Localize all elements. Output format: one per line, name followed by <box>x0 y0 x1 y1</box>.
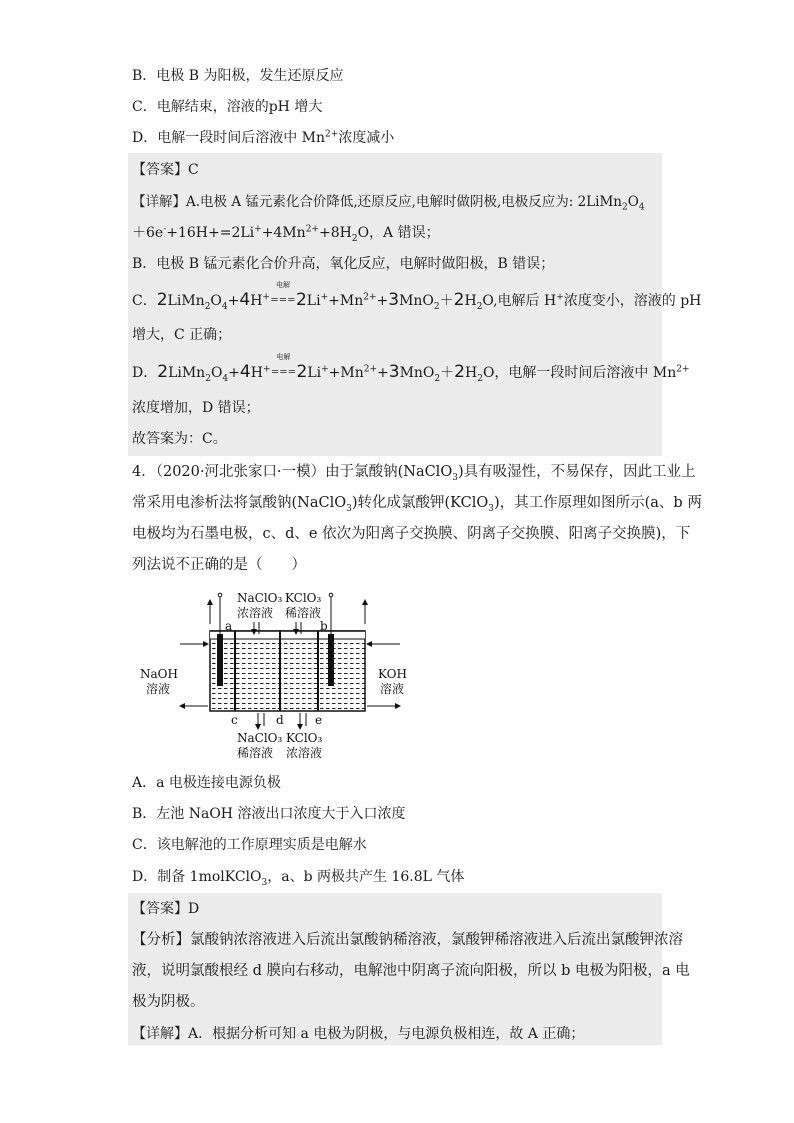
q3-detail-a-cont: $+6e^-+16H+=2Li^++4Mn^{2+}+8H_2O$，A 错误； <box>132 224 440 244</box>
q3-answer: 【答案】C <box>132 162 199 178</box>
terminal-b <box>329 593 333 597</box>
electrolysis-sign: 电解 === <box>270 353 297 378</box>
electrodialysis-diagram <box>140 586 410 766</box>
electrolysis-sign: 电解 === <box>270 281 296 306</box>
membrane-d-label: d <box>276 713 284 727</box>
terminal-a <box>218 593 222 597</box>
q3-conclusion: 故答案为：C。 <box>132 431 227 447</box>
q3-detail-c: C．$2LiMn_2O_4+4H^+$ 电解 $===2Li^++Mn^{2+}+3MnO_2+2H_2O$,电解后 H+浓度变小，溶液的 pH <box>132 281 702 312</box>
membrane-c-label: c <box>231 713 238 727</box>
q4-stem-line-2: 常采用电渗析法将氯酸钠(NaClO$_3$)转化成氯酸钾(KClO$_3$)，其工作原理如图所示(a、b 两 <box>132 495 702 514</box>
right-label-1: KOH <box>378 667 407 681</box>
q3-option-b: B．电极 B 为阳极，发生还原反应 <box>132 68 344 84</box>
q4-stem-line-1: 4．（2020·河北张家口·一模）由于氯酸钠(NaClO$_3$)具有吸湿性，不易保存，因此工业上 <box>132 464 696 483</box>
electrolyte-tank <box>210 631 365 711</box>
bottom-left-label-2: 稀溶液 <box>237 746 274 760</box>
q4-stem-line-3: 电极均为石墨电极，c、d、e 依次为阳离子交换膜、阴离子交换膜、阳离子交换膜)，下 <box>132 526 691 542</box>
q4-detail-line-1: 【详解】A．根据分析可知 a 电极为阴极，与电源负极相连，故 A 正确； <box>132 1026 585 1042</box>
q4-analysis-line-3: 极为阴极。 <box>132 994 205 1010</box>
q3-option-d: D．电解一段时间后溶液中 $Mn^{2+}$浓度减小 <box>132 129 395 146</box>
electrode-a-label: a <box>225 619 233 633</box>
q4-answer: 【答案】D <box>132 901 200 917</box>
q3-detail-a: 【详解】A.电极 A 锰元素化合价降低,还原反应,电解时做阴极,电极反应为: $2LiMn_2O_4$ <box>132 194 645 213</box>
left-label-2: 溶液 <box>146 682 171 696</box>
bottom-right-label-1: KClO₃ <box>286 731 323 745</box>
q4-option-d: D．制备 1molKClO$_3$，a、b 两极共产生 16.8L 气体 <box>132 869 465 888</box>
q4-analysis-line-1: 【分析】氯酸钠浓溶液进入后流出氯酸钠稀溶液，氯酸钾稀溶液进入后流出氯酸钾浓溶 <box>132 932 683 948</box>
q4-option-b: B．左池 NaOH 溶液出口浓度大于入口浓度 <box>132 806 406 822</box>
electrode-b-label: b <box>320 619 328 633</box>
left-label-1: NaOH <box>140 667 178 681</box>
q3-detail-d-cont: 浓度增加，D 错误； <box>132 400 260 416</box>
top-left-label-2: 浓溶液 <box>237 606 274 620</box>
q3-detail-d: D．$2LiMn_2O_4+4H^+$ 电解 $===2Li^++Mn^{2+}+3MnO_2+2H_2O$，电解一段时间后溶液中 $Mn^{2+}$ <box>132 353 690 384</box>
q4-option-a: A．a 电极连接电源负极 <box>132 775 281 791</box>
bottom-left-label-1: NaClO₃ <box>237 731 283 745</box>
top-right-label-2: 稀溶液 <box>285 606 322 620</box>
q3-option-c: C．电解结束，溶液的pH 增大 <box>132 99 323 115</box>
bottom-right-label-2: 浓溶液 <box>286 746 323 760</box>
right-label-2: 溶液 <box>380 682 405 696</box>
top-left-label-1: NaClO₃ <box>237 591 283 605</box>
top-right-label-1: KClO₃ <box>285 591 322 605</box>
q4-stem-line-4: 列法说不正确的是（ ） <box>132 557 306 573</box>
q4-option-c: C．该电解池的工作原理实质是电解水 <box>132 837 367 853</box>
membrane-e-label: e <box>315 713 323 727</box>
q4-analysis-line-2: 液，说明氯酸根经 d 膜向右移动，电解池中阴离子流向阳极，所以 b 电极为阳极，a 电 <box>132 963 690 979</box>
q3-detail-b: B．电极 B 锰元素化合价升高，氧化反应，电解时做阳极，B 错误； <box>132 256 555 272</box>
electrode-b <box>328 634 334 686</box>
q3-detail-c-cont: 增大，C 正确； <box>132 327 232 343</box>
electrode-a <box>217 634 223 686</box>
